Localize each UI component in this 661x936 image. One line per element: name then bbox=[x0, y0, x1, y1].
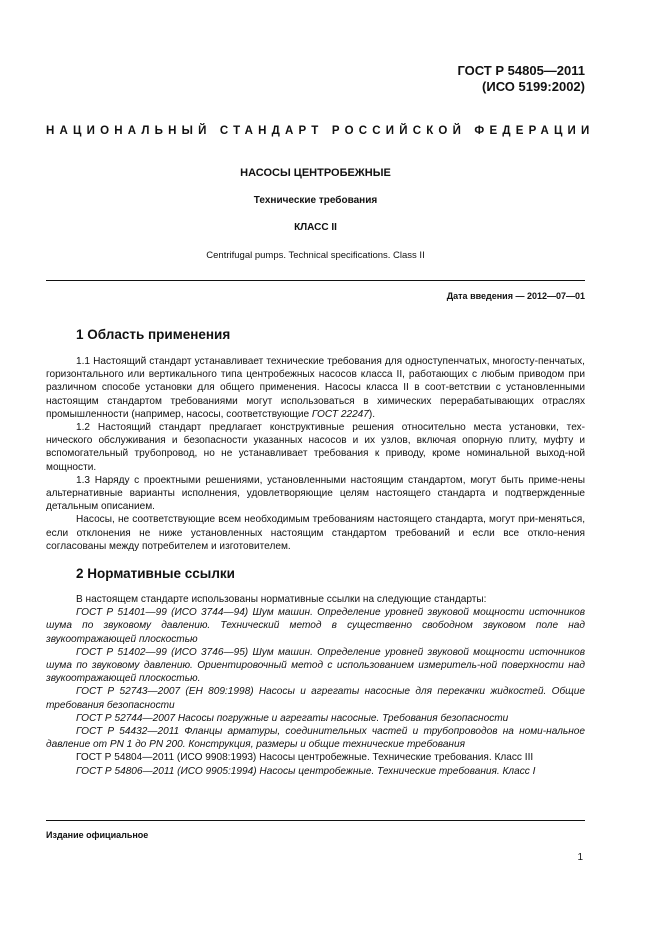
references-intro: В настоящем стандарте использованы нормативные ссылки на следующие стандарты: bbox=[76, 594, 487, 605]
official-edition-note: Издание официальное bbox=[46, 830, 149, 840]
paragraph-1-3: 1.3 Наряду с проектными решениями, установленными настоящим стандартом, могут быть приме-нены альтернативные варианты исполнения, удовлетворяющие целям настоящего стандарта и подтвержденные детальным описанием. bbox=[46, 474, 585, 513]
section-2-heading: 2 Нормативные ссылки bbox=[76, 566, 235, 581]
document-identifier bbox=[457, 63, 585, 95]
reference-item: ГОСТ Р 54432—2011 Фланцы арматуры, соединительных частей и трубопроводов на номи-нальное давление от PN 1 до PN 200. Конструкция, размеры и общие технические требования bbox=[46, 726, 585, 751]
national-standard-banner: НАЦИОНАЛЬНЫЙ СТАНДАРТ РОССИЙСКОЙ ФЕДЕРАЦИИ bbox=[46, 125, 595, 137]
document-title: НАСОСЫ ЦЕНТРОБЕЖНЫЕ bbox=[240, 167, 391, 179]
reference-item: ГОСТ Р 51401—99 (ИСО 3744—94) Шум машин. Определение уровней звуковой мощности источников шума по звуковому давлению. Технический метод в существенно свободном звуковом поле над звукоотражающей плоскостью bbox=[46, 607, 585, 645]
document-subtitle: Технические требования bbox=[253, 195, 378, 206]
page-number: 1 bbox=[577, 852, 583, 863]
section-1-heading: 1 Область применения bbox=[76, 327, 231, 342]
footer-divider bbox=[46, 820, 585, 821]
reference-item: ГОСТ Р 54804—2011 (ИСО 9908:1993) Насосы центробежные. Технические требования. Класс III bbox=[76, 752, 534, 764]
gost-number: ГОСТ Р 54805—2011 bbox=[457, 63, 585, 78]
paragraph-1-3-note: Насосы, не соответствующие всем необходимым требованиям настоящего стандарта, могут при-меняться, если отклонения не ниже установленных настоящим стандартом требований и если все откло-нения согласованы между потребителем и изготовителем. bbox=[46, 514, 585, 552]
reference-item: ГОСТ Р 52744—2007 Насосы погружные и агрегаты насосные. Требования безопасности bbox=[76, 712, 509, 724]
iso-number: (ИСО 5199:2002) bbox=[482, 79, 585, 94]
section-2-body bbox=[46, 593, 585, 778]
class-label: КЛАСС II bbox=[294, 222, 337, 233]
gost-22247-reference: ГОСТ 22247 bbox=[311, 408, 369, 420]
reference-item: ГОСТ Р 52743—2007 (ЕН 809:1998) Насосы и агрегаты насосные для перекачки жидкостей. Общие требования безопасности bbox=[46, 686, 585, 711]
paragraph-1-2: 1.2 Настоящий стандарт предлагает конструктивные решения относительно места установки, тех-нического обслуживания и безопасности указанных насосов и их узлов, включая опорную плиту, муфту и вспомогательный трубопровод, но не устанавливает требования к приводу, кроме номинальной выход-ной мощности. bbox=[46, 422, 585, 473]
reference-item: ГОСТ Р 54806—2011 (ИСО 9905:1994) Насосы центробежные. Технические требования. Класс I bbox=[76, 765, 536, 777]
introduction-date: Дата введения — 2012—07—01 bbox=[446, 291, 585, 301]
paragraph-1-1: 1.1 Настоящий стандарт устанавливает технические требования для одноступенчатых, многосту-пенчатых, горизонтального или вертикального типа центробежных насосов класса II, работающих с любым приводом при различном способе установки для общего применения. Насосы класса II в соот-ветствии с установленными настоящим стандартом требованиями могут использоваться в химических перерабатывающих отраслях промышленности (например, насосы, соответствующие ГОСТ 22247). bbox=[46, 356, 585, 420]
title-divider bbox=[46, 280, 585, 281]
reference-item: ГОСТ Р 51402—99 (ИСО 3746—95) Шум машин. Определение уровней звуковой мощности источников шума по звуковому давлению. Ориентировочный метод с использованием измеритель-ной поверхности над звукоотражающей плоскостью. bbox=[46, 646, 585, 685]
english-title: Centrifugal pumps. Technical specifications. Class II bbox=[206, 250, 425, 261]
section-1-body bbox=[46, 355, 585, 553]
